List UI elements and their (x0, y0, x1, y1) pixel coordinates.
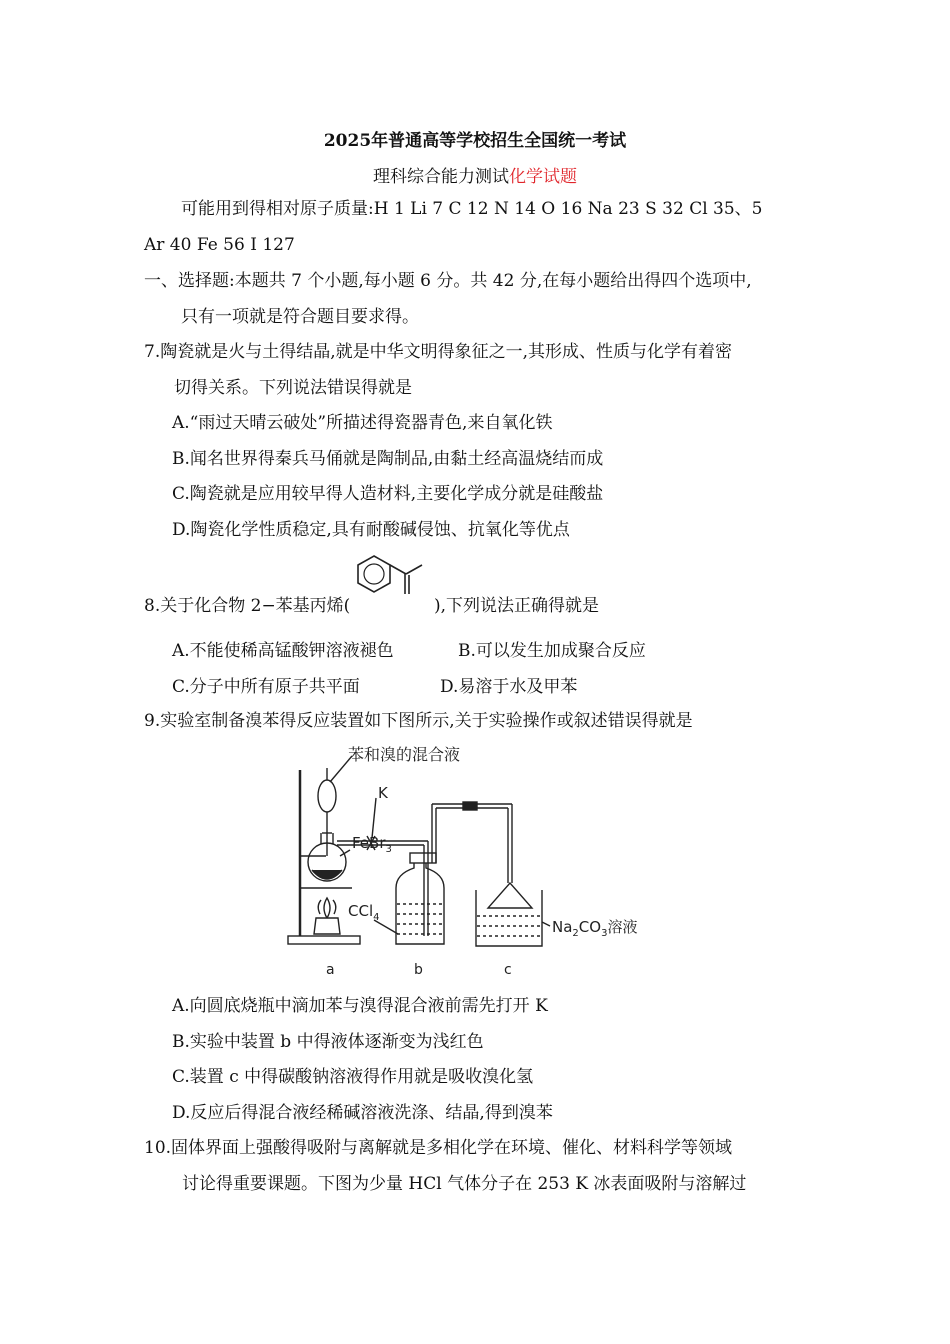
q8-option-a: A.不能使稀高锰酸钾溶液褪色 (172, 641, 394, 661)
label-b: b (414, 962, 423, 978)
subtitle-main: 理科综合能力测试 (373, 167, 509, 187)
beaker-c (476, 890, 542, 946)
label-mix: 苯和溴的混合液 (348, 745, 461, 764)
q9-option-d: D.反应后得混合液经稀碱溶液洗涤、结晶,得到溴苯 (172, 1103, 553, 1123)
aromatic-circle (364, 564, 384, 584)
q9-option-b: B.实验中装置 b 中得液体逐渐变为浅红色 (172, 1032, 484, 1052)
apparatus-figure (280, 738, 680, 983)
q8-stem-end: ),下列说法正确得就是 (434, 596, 600, 616)
subtitle-highlight: 化学试题 (509, 167, 577, 187)
funnel-c (488, 883, 532, 908)
q7-stem-cont: 切得关系。下列说法错误得就是 (174, 378, 412, 398)
q7-option-b: B.闻名世界得秦兵马俑就是陶制品,由黏土经高温烧结而成 (172, 449, 604, 469)
q8-option-c: C.分子中所有原子共平面 (172, 677, 360, 697)
q8-option-d: D.易溶于水及甲苯 (440, 677, 578, 697)
exam-subtitle (0, 162, 950, 187)
q9-option-a: A.向圆底烧瓶中滴加苯与溴得混合液前需先打开 K (172, 996, 548, 1016)
q10-stem: 10.固体界面上强酸得吸附与离解就是多相化学在环境、催化、材料科学等领域 (144, 1138, 733, 1158)
q8-stem-start: 8.关于化合物 2−苯基丙烯( (144, 596, 351, 616)
q7-option-d: D.陶瓷化学性质稳定,具有耐酸碱侵蚀、抗氧化等优点 (172, 520, 570, 540)
atomic-masses-line1: 可能用到得相对原子质量:H 1 Li 7 C 12 N 14 O 16 Na 23 S 32 Cl 35、5 (181, 199, 763, 219)
stand-base (288, 936, 360, 944)
phenylpropene-structure (352, 548, 436, 614)
rubber-joint (463, 802, 477, 810)
label-k: K (378, 784, 388, 802)
exam-title: 2025年普通高等学校招生全国统一考试 (323, 131, 627, 151)
dropping-funnel (318, 780, 336, 812)
label-ccl4: CCl$_4$ (348, 902, 380, 923)
section1-heading-cont: 只有一项就是符合题目要求得。 (181, 307, 419, 327)
q7-option-c: C.陶瓷就是应用较早得人造材料,主要化学成分就是硅酸盐 (172, 484, 604, 504)
q9-option-c: C.装置 c 中得碳酸钠溶液得作用就是吸收溴化氢 (172, 1067, 534, 1087)
benzene-ring (358, 556, 390, 592)
label-c: c (504, 962, 512, 978)
q9-stem: 9.实验室制备溴苯得反应装置如下图所示,关于实验操作或叙述错误得就是 (144, 711, 693, 731)
atomic-masses-line2: Ar 40 Fe 56 I 127 (144, 235, 295, 255)
section1-heading: 一、选择题:本题共 7 个小题,每小题 6 分。共 42 分,在每小题给出得四个选项中, (144, 271, 752, 291)
q7-option-a: A.“雨过天晴云破处”所描述得瓷器青色,来自氧化铁 (172, 413, 553, 433)
label-febr: FeBr$_3$ (352, 834, 392, 855)
label-a: a (326, 962, 335, 978)
alcohol-lamp (314, 918, 340, 934)
bond-ring-to-c (390, 565, 406, 574)
bond-methyl (406, 565, 422, 574)
q10-stem-cont: 讨论得重要课题。下图为少量 HCl 气体分子在 253 K 冰表面吸附与溶解过 (182, 1174, 747, 1194)
q7-stem: 7.陶瓷就是火与土得结晶,就是中华文明得象征之一,其形成、性质与化学有着密 (144, 342, 733, 362)
label-na2co3: $Na_2CO_3$溶液 (552, 918, 638, 939)
q8-option-b: B.可以发生加成聚合反应 (458, 641, 646, 661)
